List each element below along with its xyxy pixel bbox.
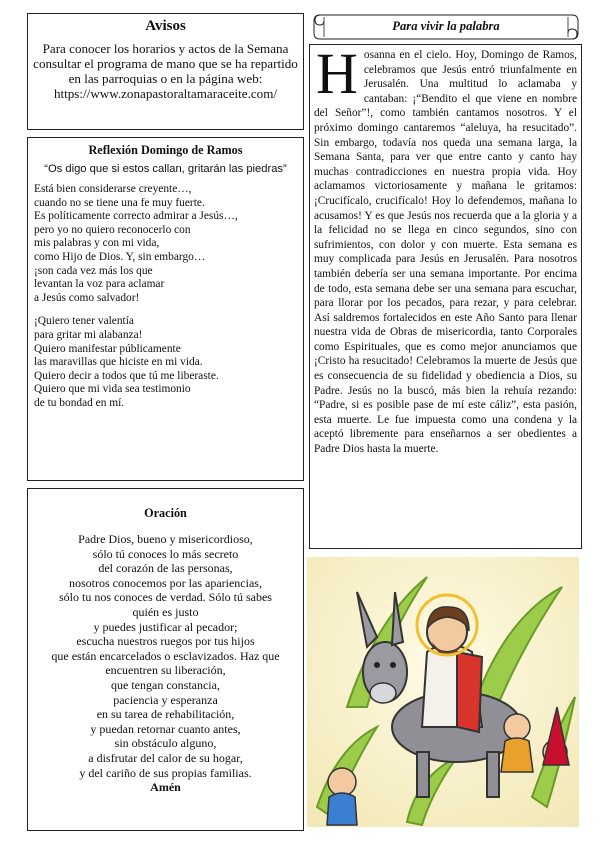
vivir-text: osanna en el cielo. Hoy, Domingo de Ramos, celebramos que Jesús entró triunfalmente en Jerusalén. Una multitud lo aclamaba y cantaban: ¡“Bendito el que viene en nombre del Señor”!, como también cantamos nosotros. Y el próximo domingo cantaremos “aleluya, ha resucitado”. Sin embargo, todavía nos queda una semana larga, la Semana Santa, para ver que entre canto y canto hay muchas contradicciones en nuestra propia vida. Hoy aclamamos victoriosamente y mañana le gritamos: ¡Crucifícalo, crucifícalo! Hoy lo defendemos, mañana lo acusamos! Y es que Jesús nos recuerda que a la gloria y a la felicidad no se llega en cinco segundos, sino con sufrimientos, con dolor y con muerte. Esta semana es muy complicada para Jesús en Jerusalén. Para nosotros también debería ser una semana importante. Por encima de todo, esta semana debe ser una semana para escuchar, para llorar por los pecados, para rezar, y para celebrar. Así saldremos fortalecidos en este Año Santo para llenar nuestra vida de Obras de misericordia, tanto Corporales como Espirituales, que es como mejor anunciamos que ¡Cristo ha resucitado! Celebramos la muerte de Jesús que es consecuencia de su fidelidad y obediencia a Dios, su Padre. Jesús no la buscó, más bien la rehuía rezando: “Padre, si es posible pase de mí este cáliz”, esta pasión, esta muerte. Le fue impuesta como una condena y la aceptó libremente para enseñarnos a ser obedientes a Padre Dios hasta la muerte. bbox=[314, 49, 577, 456]
oracion-box bbox=[27, 488, 304, 831]
oracion-title: Oración bbox=[144, 506, 187, 520]
prayer-line: paciencia y esperanza bbox=[113, 692, 218, 707]
prayer-line: del corazón de las personas, bbox=[98, 561, 233, 576]
prayer-line: quién es justo bbox=[132, 604, 199, 619]
verse-line: para gritar mi alabanza! bbox=[34, 328, 143, 341]
reflexion-stanza-2 bbox=[34, 315, 303, 410]
prayer-line: sólo tu nos conoces de verdad. Sólo tú sabes bbox=[59, 590, 272, 605]
vivir-title: Para vivir la palabra bbox=[392, 19, 500, 33]
prayer-line: y del cariño de sus propias familias. bbox=[79, 765, 252, 780]
prayer-line: sin obstáculo alguno, bbox=[114, 736, 217, 751]
vivir-body bbox=[314, 41, 577, 457]
avisos-text: Para conocer los horarios y actos de la Semana consultar el programa de mano que se ha repartido en las parroquias o en la página web: https://www.zonapastoraltamaraceite.com/ bbox=[33, 41, 298, 101]
verse-line: ¡son cada vez más los que bbox=[34, 264, 153, 277]
reflexion-quote: “Os digo que si estos callan, gritarán las piedras” bbox=[44, 163, 287, 175]
verse-line: Quiero manifestar públicamente bbox=[34, 342, 181, 355]
prayer-lines bbox=[28, 532, 303, 780]
verse-line: pero yo no quiero reconocerlo con bbox=[34, 223, 191, 236]
verse-line: a Jesús como salvador! bbox=[34, 291, 140, 304]
vivir-article bbox=[309, 41, 582, 549]
prayer-line: en su tarea de rehabilitación, bbox=[96, 707, 235, 722]
prayer-line: y puedes justificar al pecador; bbox=[93, 619, 238, 634]
reflexion-stanza-1 bbox=[34, 183, 303, 305]
section-title-scroll bbox=[312, 11, 580, 41]
avisos-title: Avisos bbox=[145, 18, 186, 34]
prayer-line: a disfrutar del calor de su hogar, bbox=[88, 750, 243, 765]
prayer-amen: Amén bbox=[150, 780, 181, 795]
verse-line: Está bien considerarse creyente…, bbox=[34, 183, 192, 195]
verse-line: las maravillas que hiciste en mi vida. bbox=[34, 356, 203, 369]
prayer-line: nosotros conocemos por las apariencias, bbox=[69, 575, 262, 590]
prayer-line: sólo tú conoces lo más secreto bbox=[92, 546, 239, 561]
prayer-line: que están encarcelados o esclavizados. Haz que bbox=[51, 648, 280, 663]
prayer-line: escucha nuestros ruegos por tus hijos bbox=[76, 634, 255, 649]
drop-cap: H bbox=[316, 41, 358, 106]
verse-line: de tu bondad en mí. bbox=[34, 396, 125, 409]
verse-line: mis palabras y con mi vida, bbox=[34, 237, 160, 250]
verse-line: levantan la voz para aclamar bbox=[34, 278, 165, 291]
jesus-on-donkey-image bbox=[307, 557, 579, 827]
reflexion-title: Reflexión Domingo de Ramos bbox=[88, 143, 243, 157]
prayer-line: Padre Dios, bueno y misericordioso, bbox=[78, 532, 253, 546]
avisos-box bbox=[27, 13, 304, 130]
prayer-line: y puedan retornar cuanto antes, bbox=[90, 721, 241, 736]
verse-line: Quiero decir a todos que tú me liberaste. bbox=[34, 369, 219, 382]
verse-line: ¡Quiero tener valentía bbox=[34, 315, 134, 328]
verse-line: cuando no se tiene una fe muy fuerte. bbox=[34, 196, 205, 209]
verse-line: como Hijo de Dios. Y, sin embargo… bbox=[34, 250, 206, 263]
palm-sunday-illustration bbox=[307, 557, 579, 827]
verse-line: Quiero que mi vida sea testimonio bbox=[34, 383, 191, 396]
verse-line: Es políticamente correcto admirar a Jesús…, bbox=[34, 210, 238, 223]
prayer-line: encuentren su liberación, bbox=[105, 663, 226, 678]
reflexion-box bbox=[27, 137, 304, 481]
prayer-line: que tengan constancia, bbox=[111, 677, 220, 692]
